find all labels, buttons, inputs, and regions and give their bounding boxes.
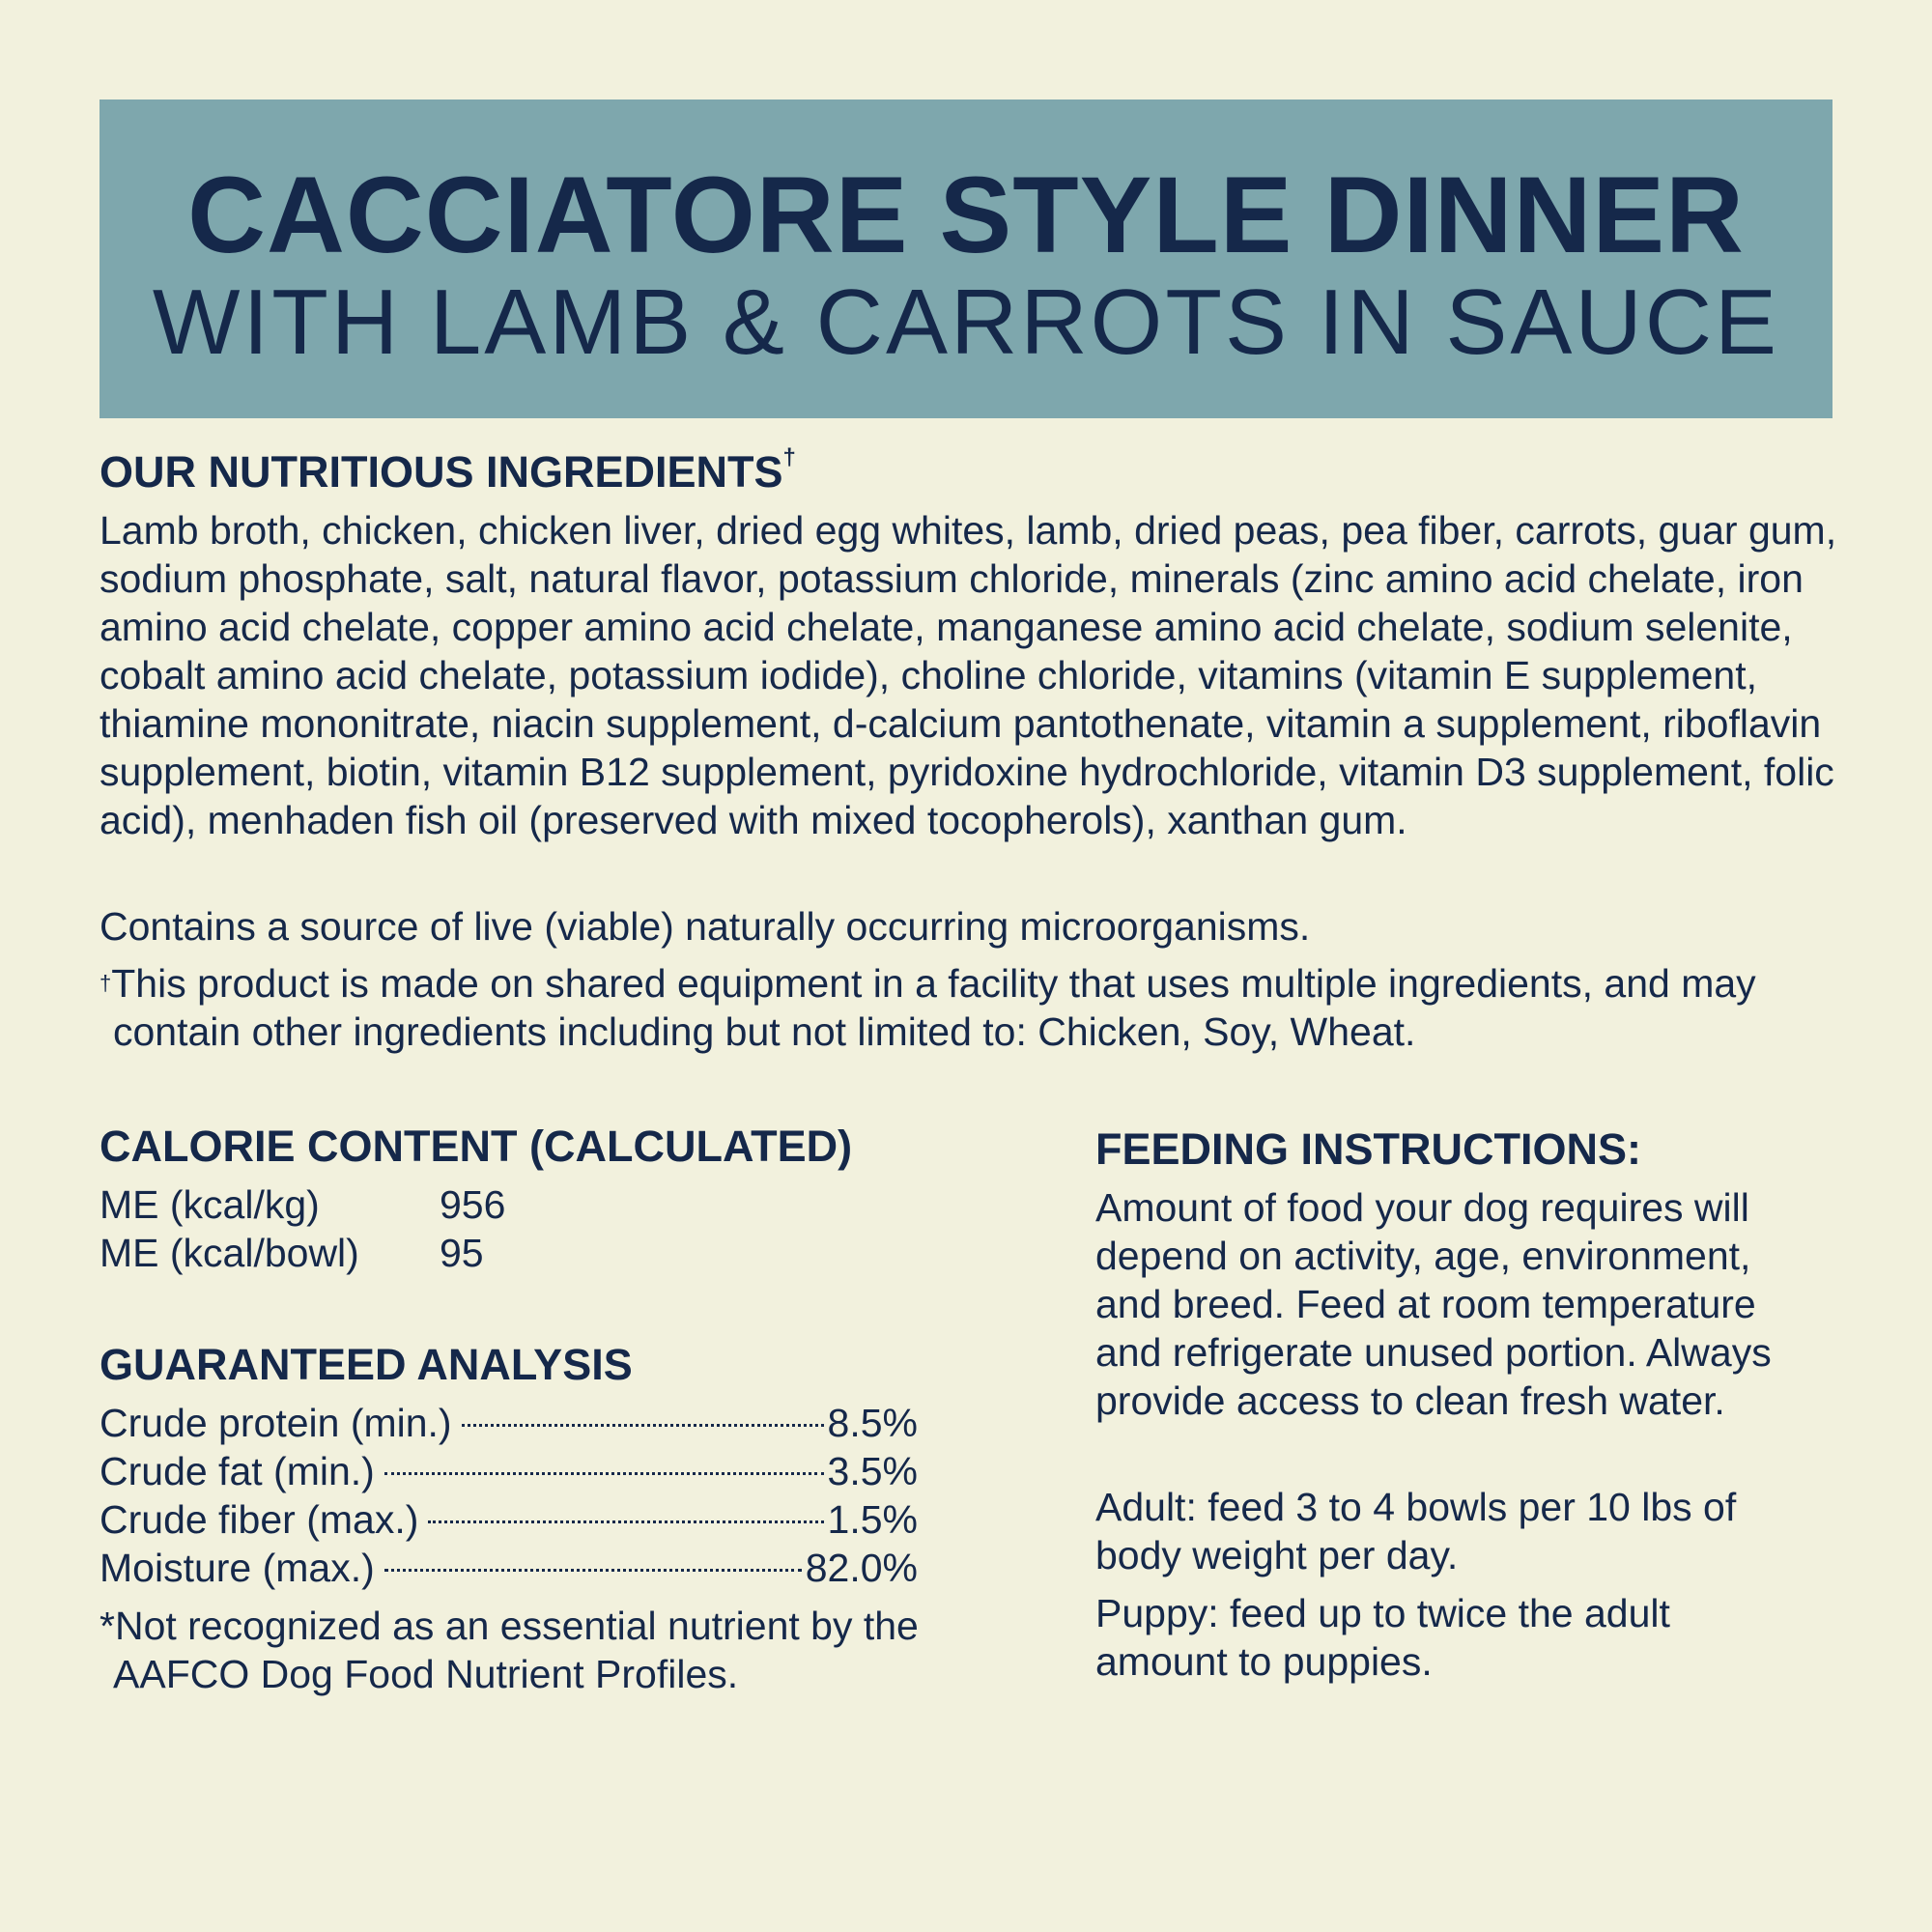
feeding-general: Amount of food your dog requires will depend on activity, age, environment, and breed. Feed at room temperature and refrigerate unused portion. Always provide access to clean fresh water.	[1095, 1185, 1772, 1423]
calorie-label: ME (kcal/bowl)	[99, 1231, 359, 1275]
analysis-label: Moisture (max.)	[99, 1546, 375, 1590]
dot-leader	[384, 1569, 802, 1572]
analysis-row	[99, 1399, 918, 1447]
aafco-note: *Not recognized as an essential nutrient by the AAFCO Dog Food Nutrient Profiles.	[99, 1604, 919, 1696]
calorie-value: 95	[440, 1231, 484, 1275]
ingredients-heading	[99, 446, 796, 498]
product-subtitle: WITH LAMB & CARROTS IN SAUCE	[152, 270, 1780, 374]
analysis-row	[99, 1447, 918, 1495]
analysis-value: 8.5%	[827, 1401, 918, 1445]
feeding-heading: FEEDING INSTRUCTIONS:	[1095, 1124, 1642, 1174]
allergen-note	[99, 959, 1838, 1056]
title-banner	[99, 99, 1833, 418]
feeding-adult: Adult: feed 3 to 4 bowls per 10 lbs of body weight per day.	[1095, 1485, 1737, 1577]
analysis-row	[99, 1544, 918, 1592]
calorie-heading: CALORIE CONTENT (CALCULATED)	[99, 1122, 853, 1171]
dot-leader	[384, 1472, 824, 1475]
dagger-footnote-mark: †	[99, 971, 112, 995]
analysis-value: 1.5%	[827, 1497, 918, 1542]
calorie-row	[99, 1229, 505, 1277]
dot-leader	[462, 1424, 824, 1427]
microorganisms-note: Contains a source of live (viable) naturally occurring microorganisms.	[99, 904, 1311, 949]
analysis-heading: GUARANTEED ANALYSIS	[99, 1340, 633, 1389]
allergen-note-text: This product is made on shared equipment in a facility that uses multiple ingredients, and may contain other ingredients including but not limited to: Chicken, Soy, Wheat.	[111, 961, 1756, 1054]
ingredients-list: Lamb broth, chicken, chicken liver, dried egg whites, lamb, dried peas, pea fiber, carrots, guar gum, sodium phosphate, salt, natural flavor, potassium chloride, minerals (zinc amino acid chelate, iron amino acid chelate, copper amino acid chelate, manganese amino acid chelate, sodium selenite, cobalt amino acid chelate, potassium iodide), choline chloride, vitamins (vitamin E supplement, thiamine mononitrate, niacin supplement, d-calcium pantothenate, vitamin a supplement, riboflavin supplement, biotin, vitamin B12 supplement, pyridoxine hydrochloride, vitamin D3 supplement, folic acid), menhaden fish oil (preserved with mixed tocopherols), xanthan gum.	[99, 508, 1837, 842]
dot-leader	[428, 1520, 823, 1523]
analysis-row	[99, 1495, 918, 1544]
calorie-table	[99, 1180, 505, 1277]
ingredients-heading-text: OUR NUTRITIOUS INGREDIENTS	[99, 447, 783, 497]
analysis-label: Crude protein (min.)	[99, 1401, 452, 1445]
analysis-value: 3.5%	[827, 1449, 918, 1493]
calorie-label: ME (kcal/kg)	[99, 1182, 320, 1227]
calorie-value: 956	[440, 1182, 506, 1227]
analysis-label: Crude fat (min.)	[99, 1449, 375, 1493]
product-title: CACCIATORE STYLE DINNER	[187, 155, 1745, 275]
dagger-mark: †	[782, 444, 796, 470]
calorie-row	[99, 1180, 505, 1229]
analysis-label: Crude fiber (max.)	[99, 1497, 419, 1542]
analysis-value: 82.0%	[805, 1546, 918, 1590]
feeding-puppy: Puppy: feed up to twice the adult amount to puppies.	[1095, 1591, 1670, 1684]
analysis-table	[99, 1399, 918, 1592]
